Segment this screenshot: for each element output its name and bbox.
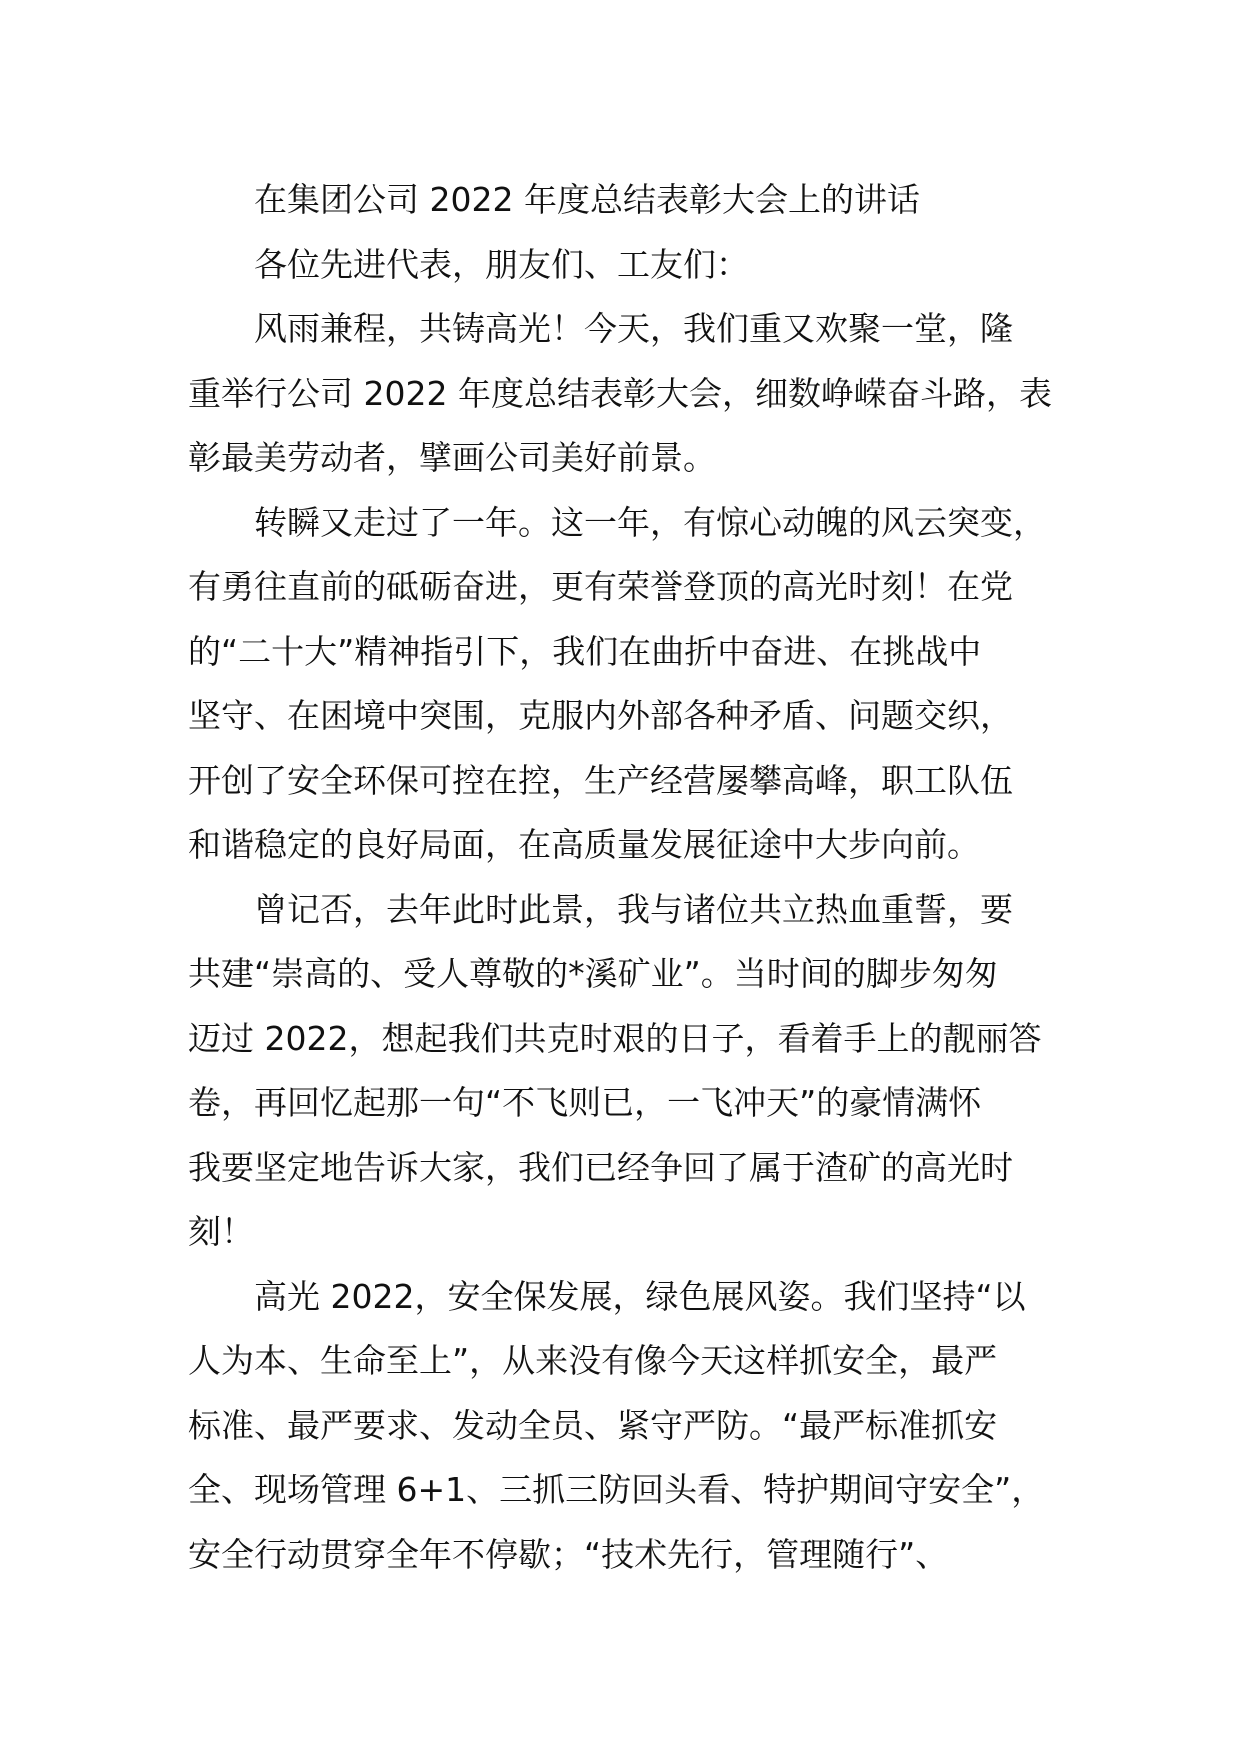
body-line: 和谐稳定的良好局面，在高质量发展征途中大步向前。 (188, 825, 980, 864)
body-line: 高光 2022，安全保发展，绿色展风姿。我们坚持“以 (254, 1276, 1026, 1316)
body-line: 迈过 2022，想起我们共克时艰的日子，看着手上的靓丽答 (188, 1018, 1042, 1058)
body-line: 转瞬又走过了一年。这一年，有惊心动魄的风云突变， (254, 502, 1046, 542)
body-line: 风雨兼程，共铸高光！今天，我们重又欢聚一堂，隆 (254, 309, 1013, 348)
body-line: 安全行动贯穿全年不停歇；“技术先行，管理随行”、 (188, 1534, 949, 1574)
body-line: 共建“崇高的、受人尊敬的*溪矿业”。当时间的脚步匆匆 (188, 954, 998, 993)
body-line: 人为本、生命至上”，从来没有像今天这样抓安全，最严 (188, 1341, 998, 1380)
body-line: 曾记否，去年此时此景，我与诸位共立热血重誓，要 (254, 889, 1013, 929)
speech-title: 在集团公司 2022 年度总结表彰大会上的讲话 (254, 180, 920, 219)
body-line: 有勇往直前的砥砺奋进，更有荣誉登顶的高光时刻！在党 (188, 567, 1013, 606)
body-line: 标准、最严要求、发动全员、紧守严防。“最严标准抓安 (188, 1405, 998, 1445)
body-line: 刻！ (188, 1212, 254, 1251)
salutation: 各位先进代表，朋友们、工友们： (254, 244, 749, 284)
speech-body (188, 168, 1068, 1587)
body-line: 全、现场管理 6+1、三抓三防回头看、特护期间守安全”， (188, 1470, 1045, 1509)
body-line: 的“二十大”精神指引下，我们在曲折中奋进、在挑战中 (188, 631, 982, 671)
body-line: 彰最美劳动者，擘画公司美好前景。 (188, 438, 716, 477)
body-line: 坚守、在困境中突围，克服内外部各种矛盾、问题交织， (188, 696, 1013, 735)
body-line: 我要坚定地告诉大家，我们已经争回了属于渣矿的高光时 (188, 1147, 1013, 1187)
body-line: 卷，再回忆起那一句“不飞则已，一飞冲天”的豪情满怀 (188, 1083, 982, 1122)
body-line: 开创了安全环保可控在控，生产经营屡攀高峰，职工队伍 (188, 760, 1013, 800)
body-line: 重举行公司 2022 年度总结表彰大会，细数峥嵘奋斗路，表 (188, 373, 1052, 413)
